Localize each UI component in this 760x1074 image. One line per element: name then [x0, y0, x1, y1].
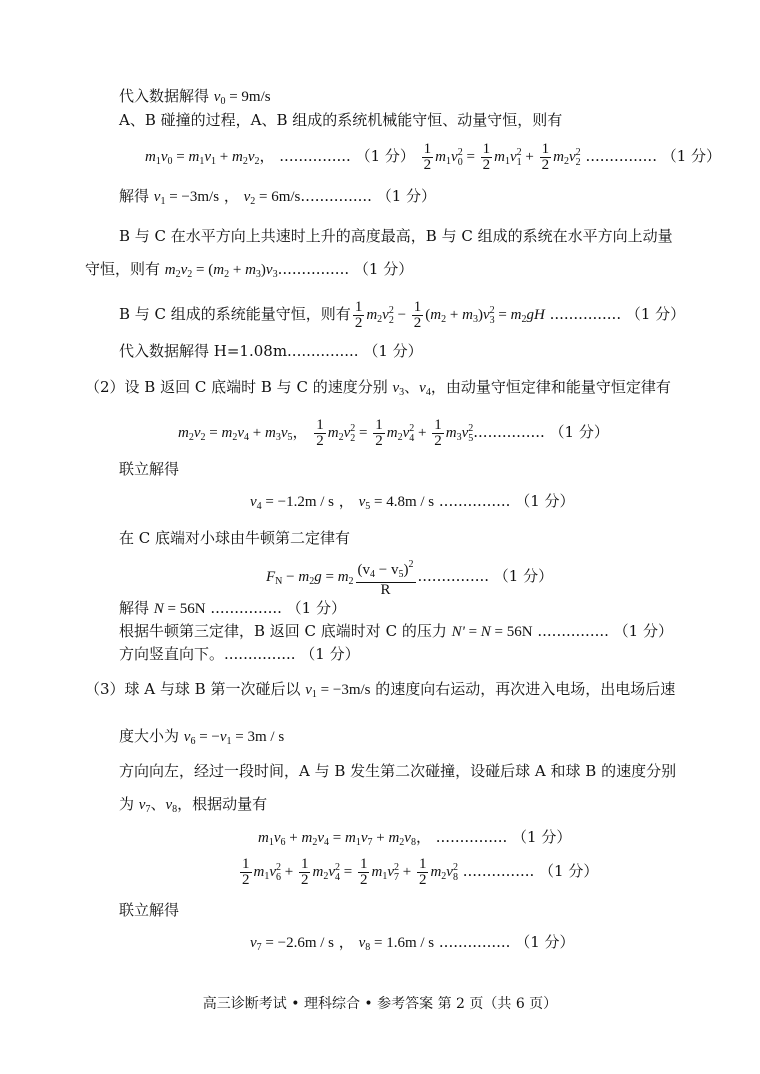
line-v1-v2-result: 解得 $v_1 = -3m/s$ ， $v_2 = 6m/s$............... （1 分）	[119, 187, 437, 207]
line-v7-v8-intro	[119, 794, 267, 820]
text: 的速度向右运动，再次进入电场，出电场后速	[370, 680, 676, 698]
text: 守恒，则有	[85, 260, 165, 278]
line-direction: 方向竖直向下。............... （1 分）	[119, 645, 360, 663]
score-mark: ............... （1 分）	[300, 187, 437, 205]
text: （2）设 B 返回 C 底端时 B 与 C 的速度分别	[85, 378, 393, 396]
v1-part3-equation: $v_1 = -3m/s$	[305, 682, 371, 700]
text: 代入数据解得	[119, 87, 214, 105]
part2-momentum-equation: $m_2v_2 = m_2v_4 + m_3v_5$，	[178, 425, 308, 443]
part2-energy-equation: $\frac{1}{2}$ $m_2v$ 2 2 = $\frac{1}{2}$ $m_2v$ 2 4 + $\frac{1}{2}$ $m_3v$ 2 5	[316, 417, 474, 450]
v7-equation: $v_7 = -2.6m / s$	[250, 935, 335, 953]
score-mark: ............... （1 分）	[549, 305, 686, 323]
text: B 与 C 组成的系统能量守恒，则有	[119, 305, 351, 323]
text: （3）球 A 与球 B 第一次碰后以	[85, 680, 306, 698]
line-collision-equations	[145, 138, 721, 174]
n-equation: N = 56N	[153, 601, 206, 617]
page-footer: 高三诊断考试 • 理科综合 • 参考答案 第 2 页（共 6 页）	[202, 996, 558, 1012]
score-mark: ............... （1 分）	[438, 933, 575, 951]
line-second-collision: 方向向左，经过一段时间，A 与 B 发生第二次碰撞，设碰后球 A 和球 B 的速度分别	[119, 762, 677, 780]
text: 解得	[119, 187, 154, 205]
line-bc-intro: B 与 C 在水平方向上共速时上升的高度最高，B 与 C 组成的系统在水平方向上动量	[119, 227, 673, 245]
momentum-equation: $m_1v_0 = m_1v_1 + m_2v_2$，	[145, 149, 275, 167]
line-bc-momentum	[85, 259, 413, 285]
newton2-equation: $F_N - m_2g = m_2$ $\frac{(v_4 - v_5)^2}{R}$	[266, 559, 414, 599]
line-n-result	[119, 598, 346, 619]
line-newton2-intro: 在 C 底端对小球由牛顿第二定律有	[119, 529, 351, 547]
v4-equation: $v_4 = -1.2m / s$	[250, 494, 335, 512]
line-newton3	[119, 621, 673, 642]
text: 解得	[119, 599, 154, 617]
line-v0-result	[119, 86, 271, 112]
line-part3-momentum	[258, 827, 571, 853]
text: 为	[119, 795, 139, 813]
score-mark: ............... （1 分）	[473, 423, 609, 441]
score-mark: ............... （1 分）	[279, 147, 415, 165]
score-mark: ............... （1 分）	[417, 567, 554, 585]
v5-equation: $v_5 = 4.8m / s$	[358, 494, 435, 512]
line-collision-intro: A、B 碰撞的过程，A、B 组成的系统机械能守恒、动量守恒，则有	[119, 111, 563, 129]
v8-equation: $v_8 = 1.6m / s$	[358, 935, 435, 953]
line-part2-intro	[85, 377, 671, 403]
v0-equation: $v_0 = 9m/s$	[213, 89, 271, 107]
line-part3-intro	[85, 679, 675, 705]
text: ，由动量守恒定律和能量守恒定律有	[430, 378, 671, 396]
line-part2-equations	[178, 414, 609, 450]
line-part3-energy	[238, 853, 598, 889]
text: 度大小为	[119, 727, 184, 745]
n-prime-equation: N' = N = 56N	[451, 624, 533, 640]
bc-momentum-equation: $m_2v_2 = (m_2 + m_3)v_3$	[164, 262, 278, 280]
score-mark: ............... （1 分）	[435, 828, 572, 846]
v7-v8-symbols: $v_7$、$v_8$	[138, 797, 178, 815]
text: ，根据动量有	[177, 795, 268, 813]
part3-energy-equation: $\frac{1}{2}$ $m_1v$ 2 6 + $\frac{1}{2}$ $m_2v$ 2 4 = $\frac{1}{2}$ $m_1v$ 2 7 + $\frac{1}{2}$ $m_2v$ 2 8	[242, 856, 458, 889]
energy-equation: $\frac{1}{2}$ $m_1v$ 2 0 = $\frac{1}{2}$ $m_1v$ 2 1 + $\frac{1}{2}$ $m_2v$ 2 2	[423, 141, 581, 174]
score-mark: ............... （1 分）	[210, 599, 346, 617]
v1-equation: $v_1 = -3m/s$	[153, 189, 220, 207]
line-newton2-equation	[266, 554, 553, 598]
v6-equation: $v_6 = -v_1 = 3m / s$	[183, 729, 285, 747]
line-bc-energy	[119, 296, 685, 332]
text: 根据牛顿第三定律，B 返回 C 底端时对 C 的压力	[119, 622, 452, 640]
line-h-result: 代入数据解得 H=1.08m............... （1 分）	[119, 342, 423, 360]
bc-energy-equation: $\frac{1}{2}$ $m_2v$ 2 2 − $\frac{1}{2}$ $(m_2 + m_3)v$ 2 3 = $m_2gH$	[354, 299, 545, 332]
v3-v4-symbols: $v_3$、$v_4$	[392, 380, 431, 398]
line-v4-v5-result: $v_4 = -1.2m / s$ ， $v_5 = 4.8m / s$ ............... （1 分）	[250, 492, 575, 512]
score-mark: ............... （1 分）	[585, 147, 722, 165]
v2-equation: $v_2 = 6m/s$	[243, 189, 301, 207]
line-v7-v8-result: $v_7 = -2.6m / s$ ， $v_8 = 1.6m / s$ ............... （1 分）	[250, 933, 575, 953]
line-v6-result	[119, 726, 284, 752]
score-mark: ............... （1 分）	[438, 492, 575, 510]
line-solve-2: 联立解得	[119, 901, 180, 919]
score-mark: ............... （1 分）	[277, 260, 414, 278]
score-mark: ............... （1 分）	[462, 862, 599, 880]
score-mark: ............... （1 分）	[537, 622, 673, 640]
part3-momentum-equation: $m_1v_6 + m_2v_4 = m_1v_7 + m_2v_8$，	[258, 830, 431, 848]
line-solve: 联立解得	[119, 460, 180, 478]
